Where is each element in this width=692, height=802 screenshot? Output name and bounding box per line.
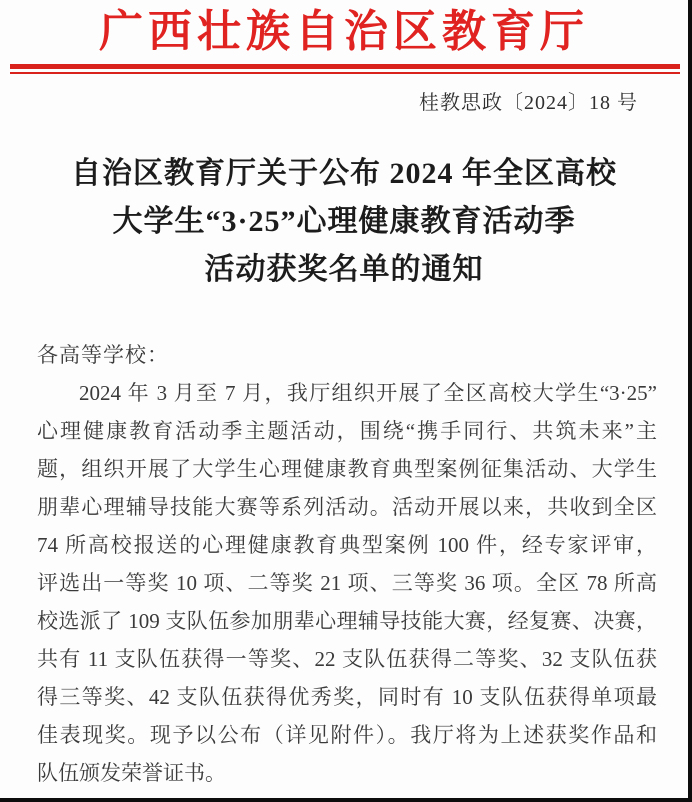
body-line: 题，组织开展了大学生心理健康教育典型案例征集活动、大学生 — [37, 457, 657, 481]
red-divider — [10, 64, 680, 74]
body-line: 心理健康教育活动季主题活动，围绕“携手同行、共筑未来”主 — [37, 419, 657, 443]
body-line: 朋辈心理辅导技能大赛等系列活动。活动开展以来，共收到全区 — [37, 495, 657, 519]
document-number: 桂教思政〔2024〕18 号 — [419, 92, 638, 114]
notice-title — [0, 150, 688, 294]
agency-header-title: 广西壮族自治区教育厅 — [99, 7, 589, 56]
body-line: 2024 年 3 月至 7 月，我厅组织开展了全区高校大学生“3·25” — [79, 381, 657, 405]
body-line: 队伍颁发荣誉证书。 — [37, 761, 226, 785]
salutation: 各高等学校： — [37, 343, 169, 367]
body-line: 校选派了 109 支队伍参加朋辈心理辅导技能大赛，经复赛、决赛， — [37, 609, 657, 633]
notice-title-line: 活动获奖名单的通知 — [204, 253, 484, 286]
notice-body — [37, 336, 657, 792]
body-line: 佳表现奖。现予以公布（详见附件）。我厅将为上述获奖作品和 — [37, 723, 657, 747]
body-line: 74 所高校报送的心理健康教育典型案例 100 件，经专家评审， — [37, 533, 657, 557]
body-line: 得三等奖、42 支队伍获得优秀奖，同时有 10 支队伍获得单项最 — [37, 685, 657, 709]
notice-title-line: 自治区教育厅关于公布 2024 年全区高校 — [71, 157, 617, 190]
body-line: 评选出一等奖 10 项、二等奖 21 项、三等奖 36 项。全区 78 所高 — [37, 571, 657, 595]
body-line: 共有 11 支队伍获得一等奖、22 支队伍获得二等奖、32 支队伍获 — [37, 647, 657, 671]
notice-title-line: 大学生“3·25”心理健康教育活动季 — [112, 205, 576, 238]
